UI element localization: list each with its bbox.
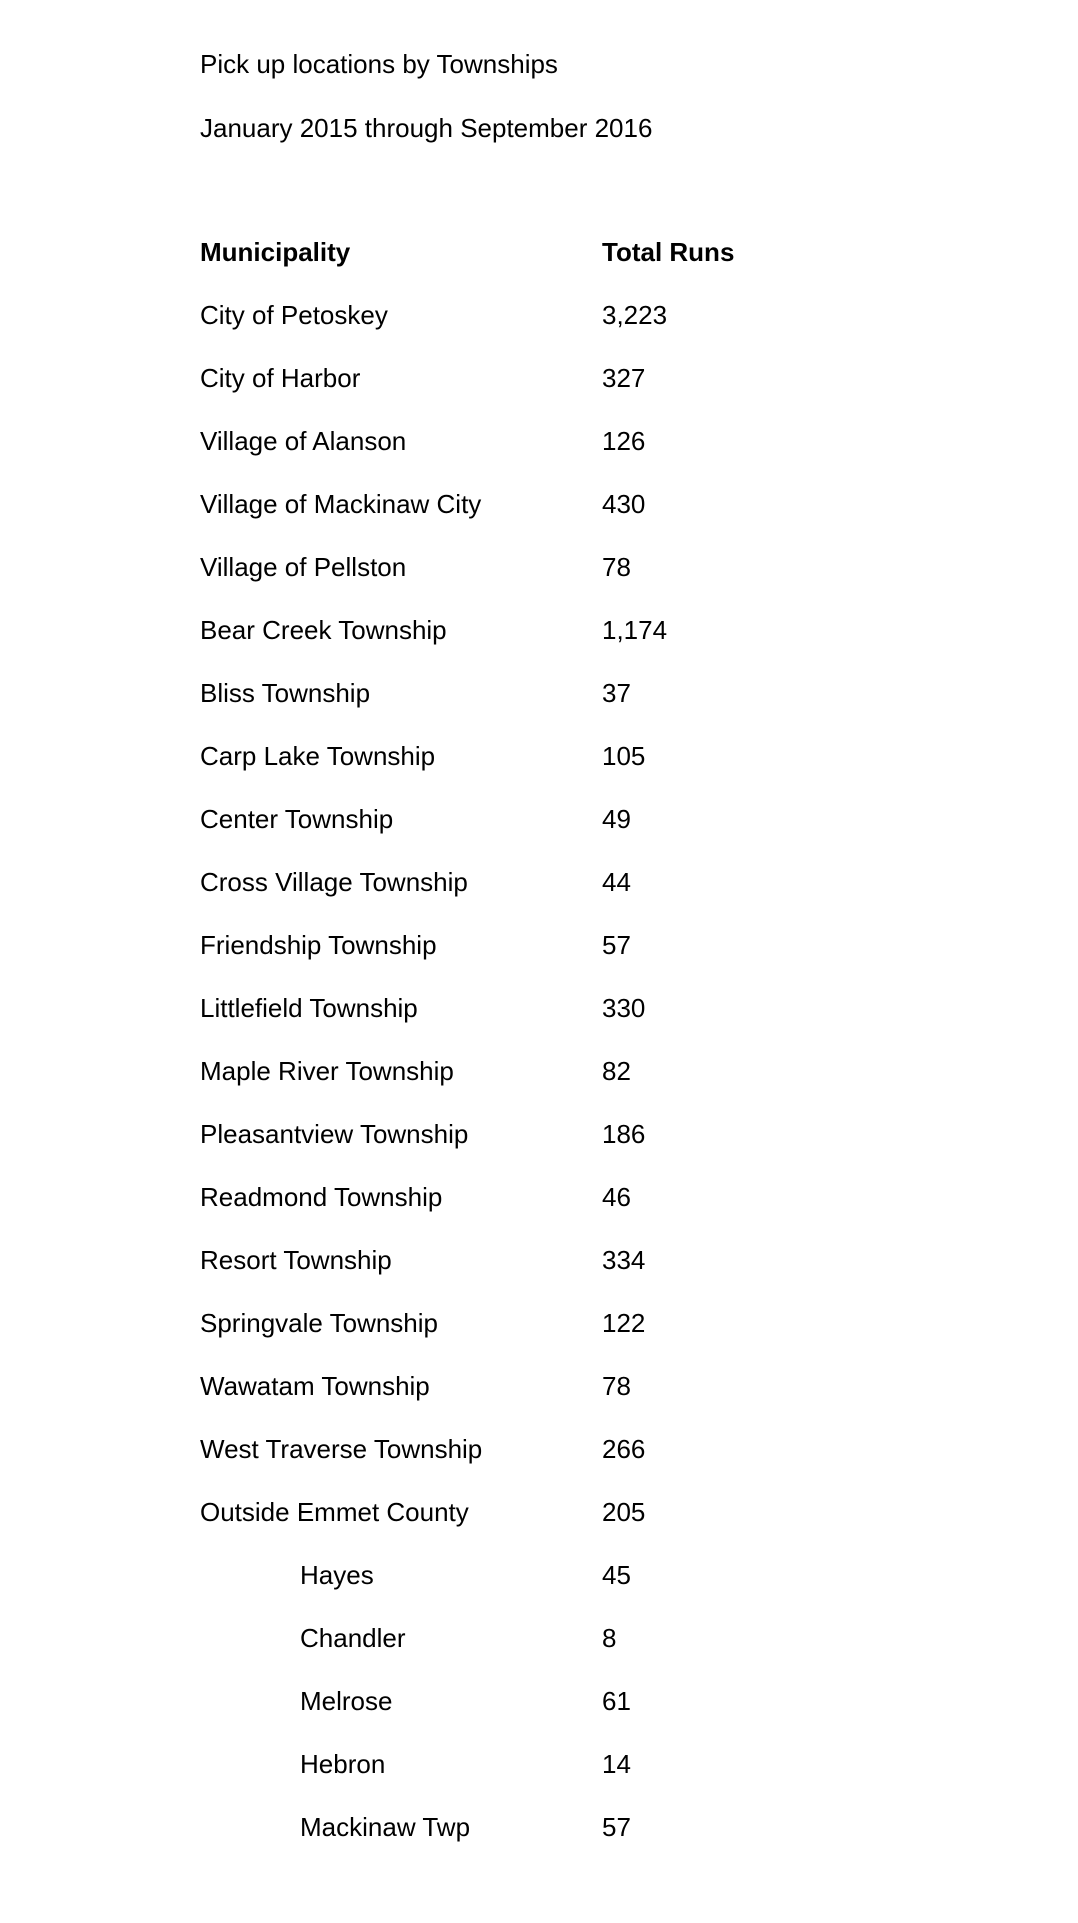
sub-total-runs-value: 8 bbox=[602, 1623, 617, 1653]
table-row bbox=[200, 677, 800, 740]
municipality-name: Littlefield Township bbox=[200, 993, 418, 1023]
municipality-name: Center Township bbox=[200, 804, 394, 834]
table-row bbox=[200, 740, 800, 803]
table-sub-row bbox=[200, 1559, 800, 1622]
runs-table bbox=[200, 236, 800, 1874]
table-row bbox=[200, 1118, 800, 1181]
municipality-name: Springvale Township bbox=[200, 1308, 438, 1338]
table-row bbox=[200, 1055, 800, 1118]
municipality-name: Village of Mackinaw City bbox=[200, 489, 482, 519]
municipality-name: Village of Alanson bbox=[200, 426, 407, 456]
table-row bbox=[200, 1433, 800, 1496]
total-runs-value: 37 bbox=[602, 678, 631, 708]
municipality-name: City of Harbor bbox=[200, 363, 361, 393]
municipality-name: Wawatam Township bbox=[200, 1371, 430, 1401]
total-runs-value: 266 bbox=[602, 1434, 646, 1464]
document-subtitle: January 2015 through September 2016 bbox=[200, 113, 653, 143]
total-runs-value: 1,174 bbox=[602, 615, 668, 645]
sub-total-runs-value: 14 bbox=[602, 1749, 631, 1779]
table-row bbox=[200, 929, 800, 992]
table-row bbox=[200, 551, 800, 614]
total-runs-value: 330 bbox=[602, 993, 646, 1023]
table-row bbox=[200, 803, 800, 866]
total-runs-value: 82 bbox=[602, 1056, 631, 1086]
municipality-name: Bliss Township bbox=[200, 678, 371, 708]
municipality-name: Village of Pellston bbox=[200, 552, 407, 582]
table-sub-row bbox=[200, 1748, 800, 1811]
document-title: Pick up locations by Townships bbox=[200, 49, 558, 79]
sub-total-runs-value: 45 bbox=[602, 1560, 631, 1590]
table-row bbox=[200, 488, 800, 551]
table-row bbox=[200, 992, 800, 1055]
sub-municipality-name: Hebron bbox=[300, 1749, 386, 1779]
total-runs-value: 327 bbox=[602, 363, 646, 393]
table-row bbox=[200, 1244, 800, 1307]
municipality-name: Outside Emmet County bbox=[200, 1497, 469, 1527]
municipality-name: Maple River Township bbox=[200, 1056, 454, 1086]
total-runs-value: 105 bbox=[602, 741, 646, 771]
municipality-name: West Traverse Township bbox=[200, 1434, 483, 1464]
total-runs-value: 3,223 bbox=[602, 300, 668, 330]
total-runs-value: 430 bbox=[602, 489, 646, 519]
table-row bbox=[200, 866, 800, 929]
table-row bbox=[200, 1307, 800, 1370]
table-sub-row bbox=[200, 1622, 800, 1685]
total-runs-value: 57 bbox=[602, 930, 631, 960]
total-runs-value: 334 bbox=[602, 1245, 646, 1275]
sub-municipality-name: Hayes bbox=[300, 1560, 374, 1590]
total-runs-header: Total Runs bbox=[602, 237, 735, 267]
sub-municipality-name: Chandler bbox=[300, 1623, 406, 1653]
municipality-name: Resort Township bbox=[200, 1245, 392, 1275]
municipality-name: Readmond Township bbox=[200, 1182, 443, 1212]
municipality-name: Pleasantview Township bbox=[200, 1119, 469, 1149]
municipality-header: Municipality bbox=[200, 237, 351, 267]
municipality-name: Cross Village Township bbox=[200, 867, 468, 897]
sub-total-runs-value: 57 bbox=[602, 1812, 631, 1842]
table-row bbox=[200, 299, 800, 362]
total-runs-value: 122 bbox=[602, 1308, 646, 1338]
municipality-name: Friendship Township bbox=[200, 930, 437, 960]
sub-municipality-name: Mackinaw Twp bbox=[300, 1812, 471, 1842]
total-runs-value: 205 bbox=[602, 1497, 646, 1527]
sub-municipality-name: Melrose bbox=[300, 1686, 393, 1716]
table-sub-row bbox=[200, 1811, 800, 1874]
total-runs-value: 78 bbox=[602, 552, 631, 582]
total-runs-value: 44 bbox=[602, 867, 631, 897]
table-row bbox=[200, 1181, 800, 1244]
municipality-name: Bear Creek Township bbox=[200, 615, 447, 645]
table-row bbox=[200, 362, 800, 425]
total-runs-value: 186 bbox=[602, 1119, 646, 1149]
sub-total-runs-value: 61 bbox=[602, 1686, 631, 1716]
table-header-row bbox=[200, 236, 800, 299]
total-runs-value: 126 bbox=[602, 426, 646, 456]
total-runs-value: 49 bbox=[602, 804, 631, 834]
municipality-name: City of Petoskey bbox=[200, 300, 388, 330]
municipality-name: Carp Lake Township bbox=[200, 741, 436, 771]
table-sub-row bbox=[200, 1685, 800, 1748]
table-row bbox=[200, 1370, 800, 1433]
table-row bbox=[200, 1496, 800, 1559]
table-row bbox=[200, 425, 800, 488]
table-row bbox=[200, 614, 800, 677]
total-runs-value: 46 bbox=[602, 1182, 631, 1212]
total-runs-value: 78 bbox=[602, 1371, 631, 1401]
